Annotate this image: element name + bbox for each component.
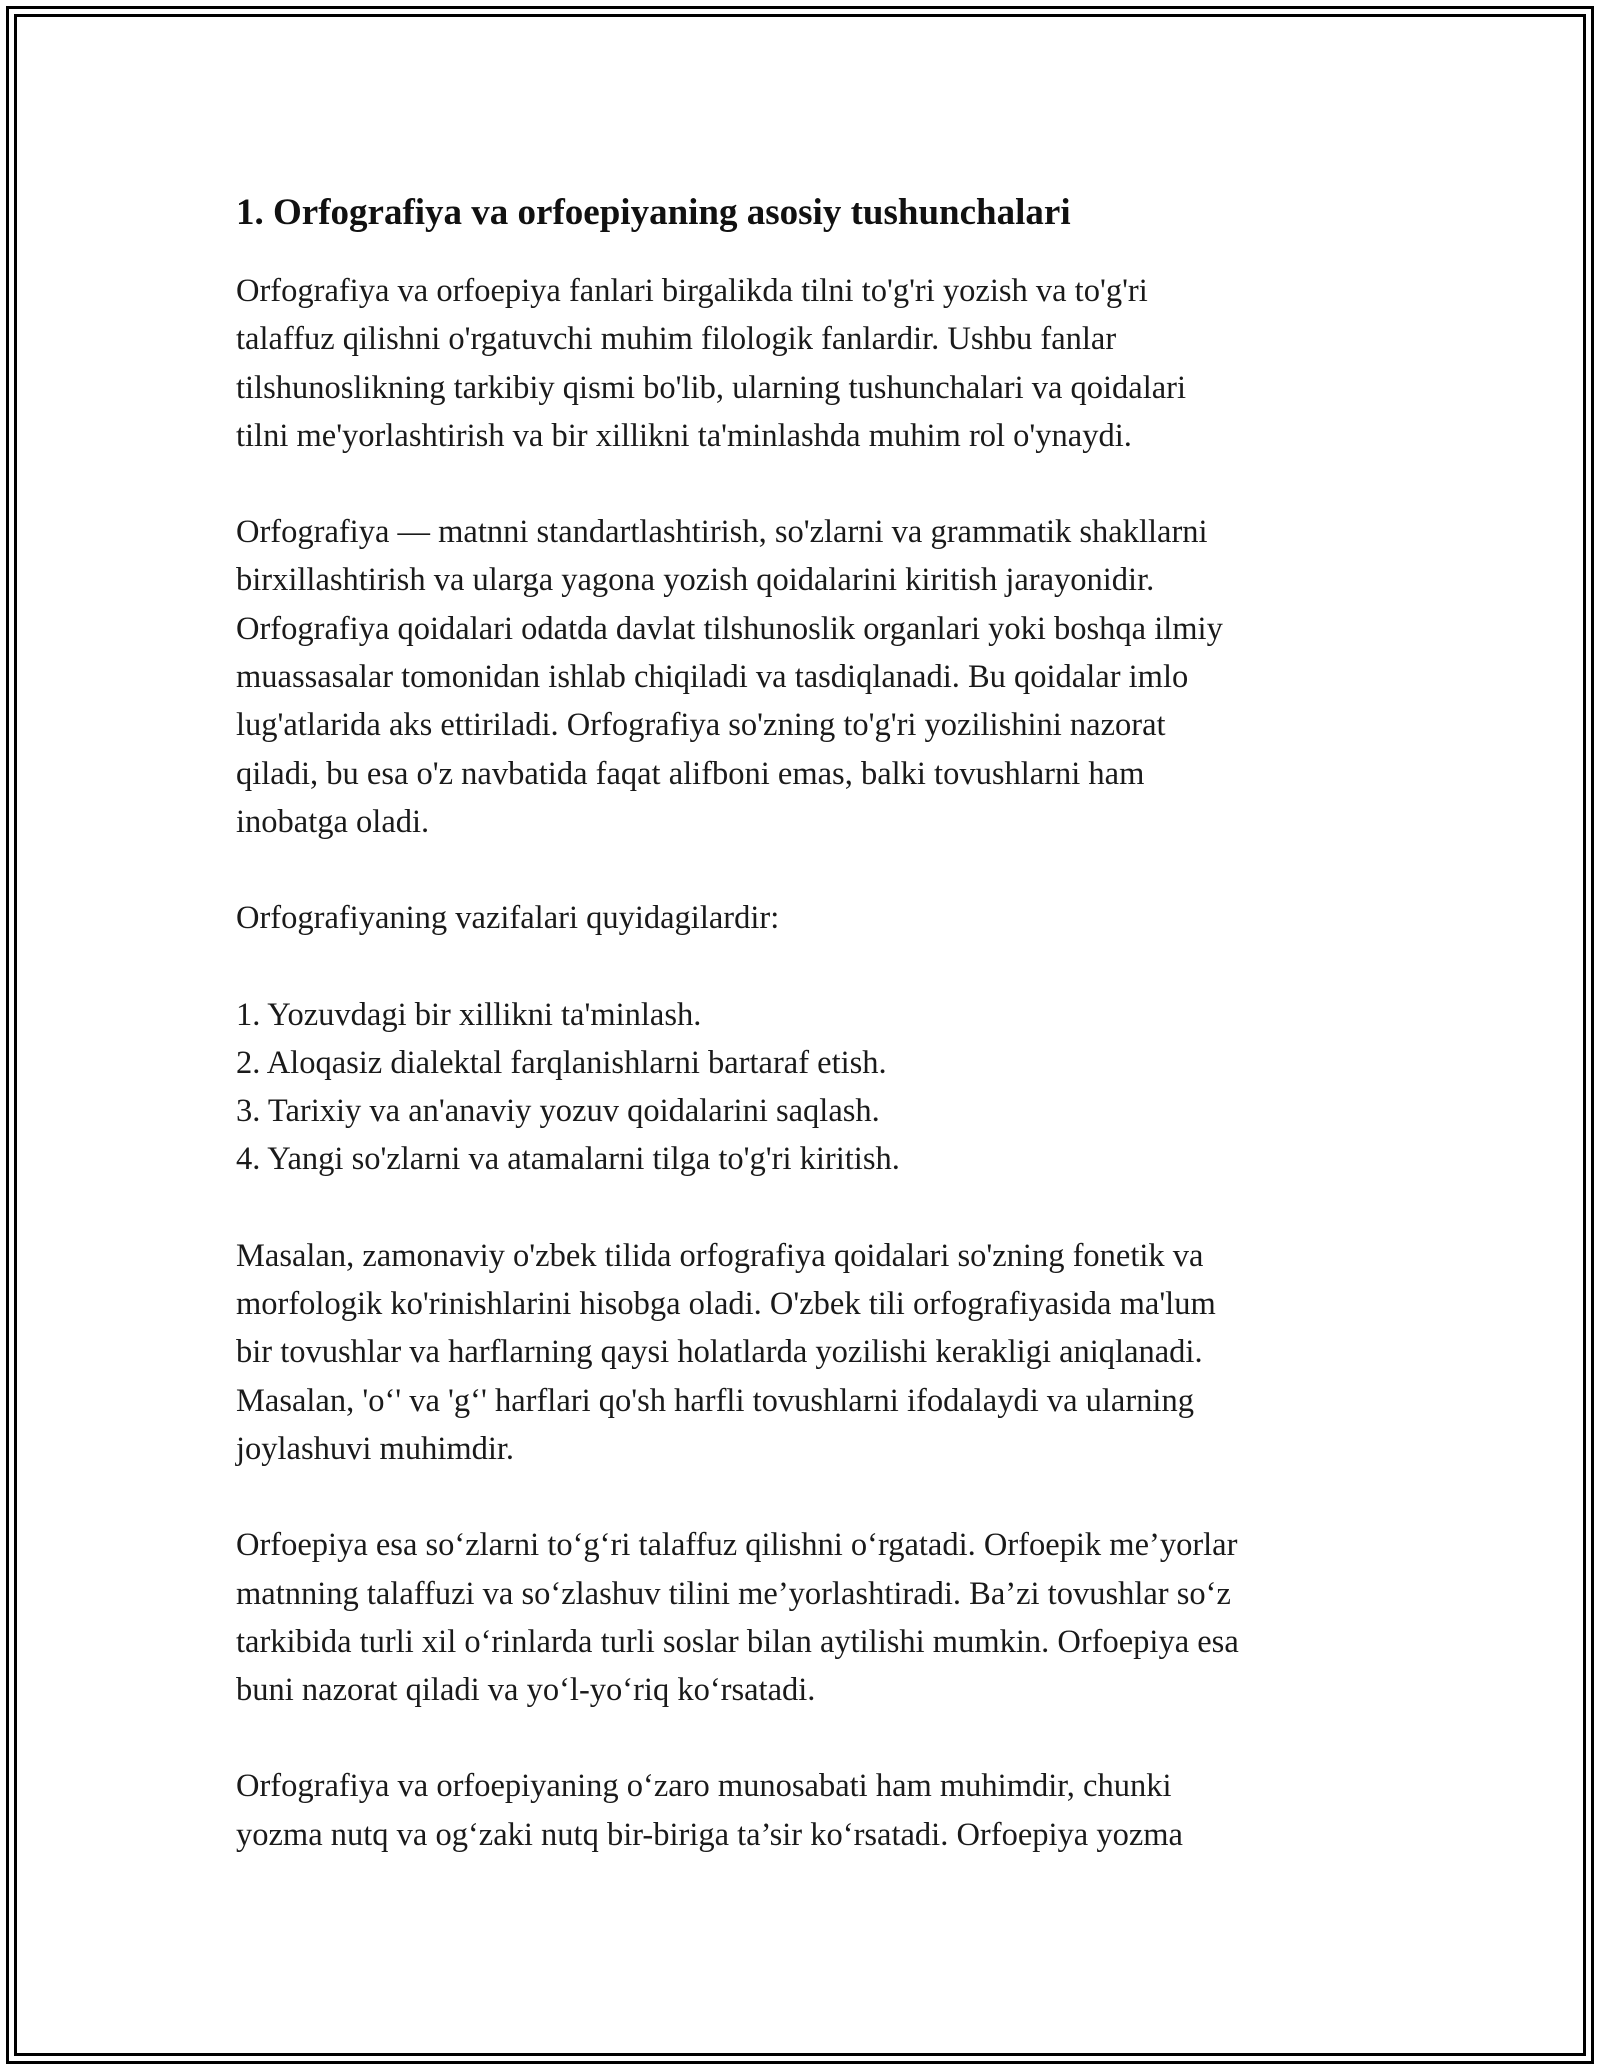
text-line: yozma nutq va og‘zaki nutq bir-biriga ta’sir ko‘rsatadi. Orfoepiya yozma: [236, 1816, 1183, 1853]
text-line: birxillashtirish va ularga yagona yozish qoidalarini kiritish jarayonidir.: [236, 562, 1155, 599]
text-line: buni nazorat qiladi va yo‘l-yo‘riq ko‘rsatadi.: [236, 1672, 816, 1709]
text-line: Masalan, 'o‘' va 'g‘' harflari qo'sh harfli tovushlarni ifodalaydi va ularning: [236, 1382, 1194, 1419]
list-item: 1. Yozuvdagi bir xillikni ta'minlash.: [236, 996, 702, 1033]
text-line: qiladi, bu esa o'z navbatida faqat alifboni emas, balki tovushlarni ham: [236, 755, 1145, 792]
text-line: Orfografiya — matnni standartlashtirish, so'zlarni va grammatik shakllarni: [236, 514, 1208, 551]
text-line: joylashuvi muhimdir.: [236, 1430, 515, 1467]
text-line: Orfografiyaning vazifalari quyidagilardir:: [236, 900, 780, 937]
text-line: inobatga oladi.: [236, 803, 430, 840]
list-item: 4. Yangi so'zlarni va atamalarni tilga to'g'ri kiritish.: [236, 1141, 900, 1178]
text-line: Orfografiya qoidalari odatda davlat tilshunoslik organlari yoki boshqa ilmiy: [236, 610, 1223, 647]
text-line: morfologik ko'rinishlarini hisobga oladi. O'zbek tili orfografiyasida ma'lum: [236, 1286, 1216, 1323]
text-line: tarkibida turli xil o‘rinlarda turli soslar bilan aytilishi mumkin. Orfoepiya esa: [236, 1623, 1239, 1660]
document-title: 1. Orfografiya va orfoepiyaning asosiy tushunchalari: [236, 192, 1071, 233]
paragraph-tasks-intro: [236, 894, 1376, 942]
text-line: matnning talaffuzi va so‘zlashuv tilini me’yorlashtiradi. Ba’zi tovushlar so‘z: [236, 1575, 1231, 1612]
text-line: lug'atlarida aks ettiriladi. Orfografiya so'zning to'g'ri yozilishini nazorat: [236, 707, 1166, 744]
text-line: Masalan, zamonaviy o'zbek tilida orfografiya qoidalari so'zning fonetik va: [236, 1237, 1204, 1274]
text-line: talaffuz qilishni o'rgatuvchi muhim filologik fanlardir. Ushbu fanlar: [236, 321, 1117, 358]
text-line: tilshunoslikning tarkibiy qismi bo'lib, ularning tushunchalari va qoidalari: [236, 369, 1187, 406]
text-line: bir tovushlar va harflarning qaysi holatlarda yozilishi kerakligi aniqlanadi.: [236, 1334, 1203, 1371]
list-item: 3. Tarixiy va an'anaviy yozuv qoidalarini saqlash.: [236, 1093, 880, 1130]
text-line: Orfografiya va orfoepiya fanlari birgalikda tilni to'g'ri yozish va to'g'ri: [236, 273, 1148, 309]
document-body: [236, 185, 1376, 1907]
text-line: Orfografiya va orfoepiyaning o‘zaro munosabati ham muhimdir, chunki: [236, 1768, 1172, 1805]
paragraph-orfoepiya: [236, 1521, 1376, 1714]
paragraph-orfografiya-definition: [236, 508, 1376, 846]
list-item: 2. Aloqasiz dialektal farqlanishlarni bartaraf etish.: [236, 1044, 887, 1081]
text-line: muassasalar tomonidan ishlab chiqiladi va tasdiqlanadi. Bu qoidalar imlo: [236, 659, 1189, 696]
paragraph-example: [236, 1232, 1376, 1473]
text-line: tilni me'yorlashtirish va bir xillikni ta'minlashda muhim rol o'ynaydi.: [236, 417, 1132, 454]
paragraph-relation: [236, 1762, 1376, 1859]
text-line: Orfoepiya esa so‘zlarni to‘g‘ri talaffuz qilishni o‘rgatadi. Orfoepik me’yorlar: [236, 1527, 1238, 1564]
tasks-list: [236, 991, 1376, 1184]
paragraph-intro: [236, 267, 1376, 460]
